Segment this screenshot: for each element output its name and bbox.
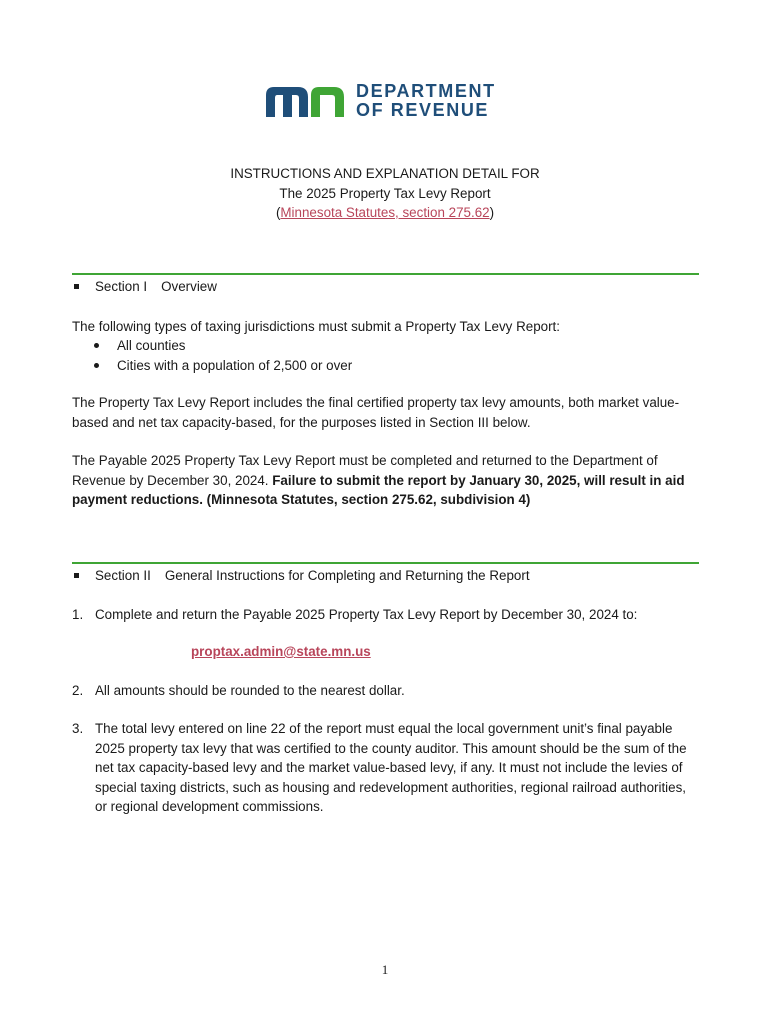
- section-1-paragraph-2: The Property Tax Levy Report includes the final certified property tax levy amounts, both market value-based and net tax capacity-based, for the purposes listed in Section III below.: [72, 395, 680, 430]
- paren-close: ): [489, 205, 495, 220]
- page-number: 1: [381, 962, 389, 977]
- department-of-revenue-logo: [264, 81, 496, 121]
- title-line-2: The 2025 Property Tax Levy Report: [279, 185, 491, 201]
- title-line-1: INSTRUCTIONS AND EXPLANATION DETAIL FOR: [230, 166, 540, 181]
- deadline-warning: Failure to submit the report by January 30, 2025, will result in aid payment reductions. (Minnesota Statutes, section 275.62, subdivision 4): [72, 472, 685, 507]
- logo-line-2: OF REVENUE: [356, 100, 490, 120]
- statute-link[interactable]: Minnesota Statutes, section 275.62: [280, 205, 490, 220]
- document-title-block: [0, 164, 770, 223]
- title-line-3: [0, 203, 770, 223]
- section-1-heading: [72, 279, 217, 294]
- instruction-item-2: 2. All amounts should be rounded to the nearest dollar.: [72, 683, 405, 698]
- section-1-number: Section I: [95, 279, 148, 294]
- section-2-number: Section II: [95, 568, 151, 583]
- email-link[interactable]: proptax.admin@state.mn.us: [191, 644, 371, 659]
- instruction-item-1: 1. Complete and return the Payable 2025 Property Tax Levy Report by December 30, 2024 to:: [72, 607, 638, 622]
- section-1-intro: The following types of taxing jurisdictions must submit a Property Tax Levy Report:: [72, 319, 560, 334]
- logo-line-1: DEPARTMENT: [356, 81, 496, 101]
- paren-open: (: [275, 205, 281, 220]
- square-bullet-icon: [74, 573, 79, 578]
- section-1-paragraph-3: The Payable 2025 Property Tax Levy Report must be completed and returned to the Department of Revenue by December 30, 2024. Failure to submit the report by January 30, 2025, will result in aid payment reductions. (Minnesota Statutes, section 275.62, subdivision 4): [72, 453, 685, 507]
- section-2-title: General Instructions for Completing and Returning the Report: [164, 568, 530, 583]
- instruction-item-3: 3. The total levy entered on line 22 of the report must equal the local government unit’s final payable 2025 property tax levy that was certified to the county auditor. This amount should be the sum of the net tax capacity-based levy and the market value-based levy, if any. It must not include the levies of special taxing districts, such as housing and redevelopment authorities, regional railroad authorities, or regional development commissions.: [72, 721, 687, 814]
- section-1-divider: [72, 273, 699, 275]
- section-2-heading: [72, 568, 530, 583]
- square-bullet-icon: [74, 284, 79, 289]
- mn-logo-icon: [264, 83, 346, 119]
- section-1-title: Overview: [161, 279, 217, 294]
- jurisdiction-list: [94, 336, 352, 375]
- bullet-dot-icon: [94, 363, 99, 368]
- list-item: All counties: [94, 336, 352, 356]
- bullet-dot-icon: [94, 343, 99, 348]
- list-item: Cities with a population of 2,500 or over: [94, 356, 352, 376]
- section-2-divider: [72, 562, 699, 564]
